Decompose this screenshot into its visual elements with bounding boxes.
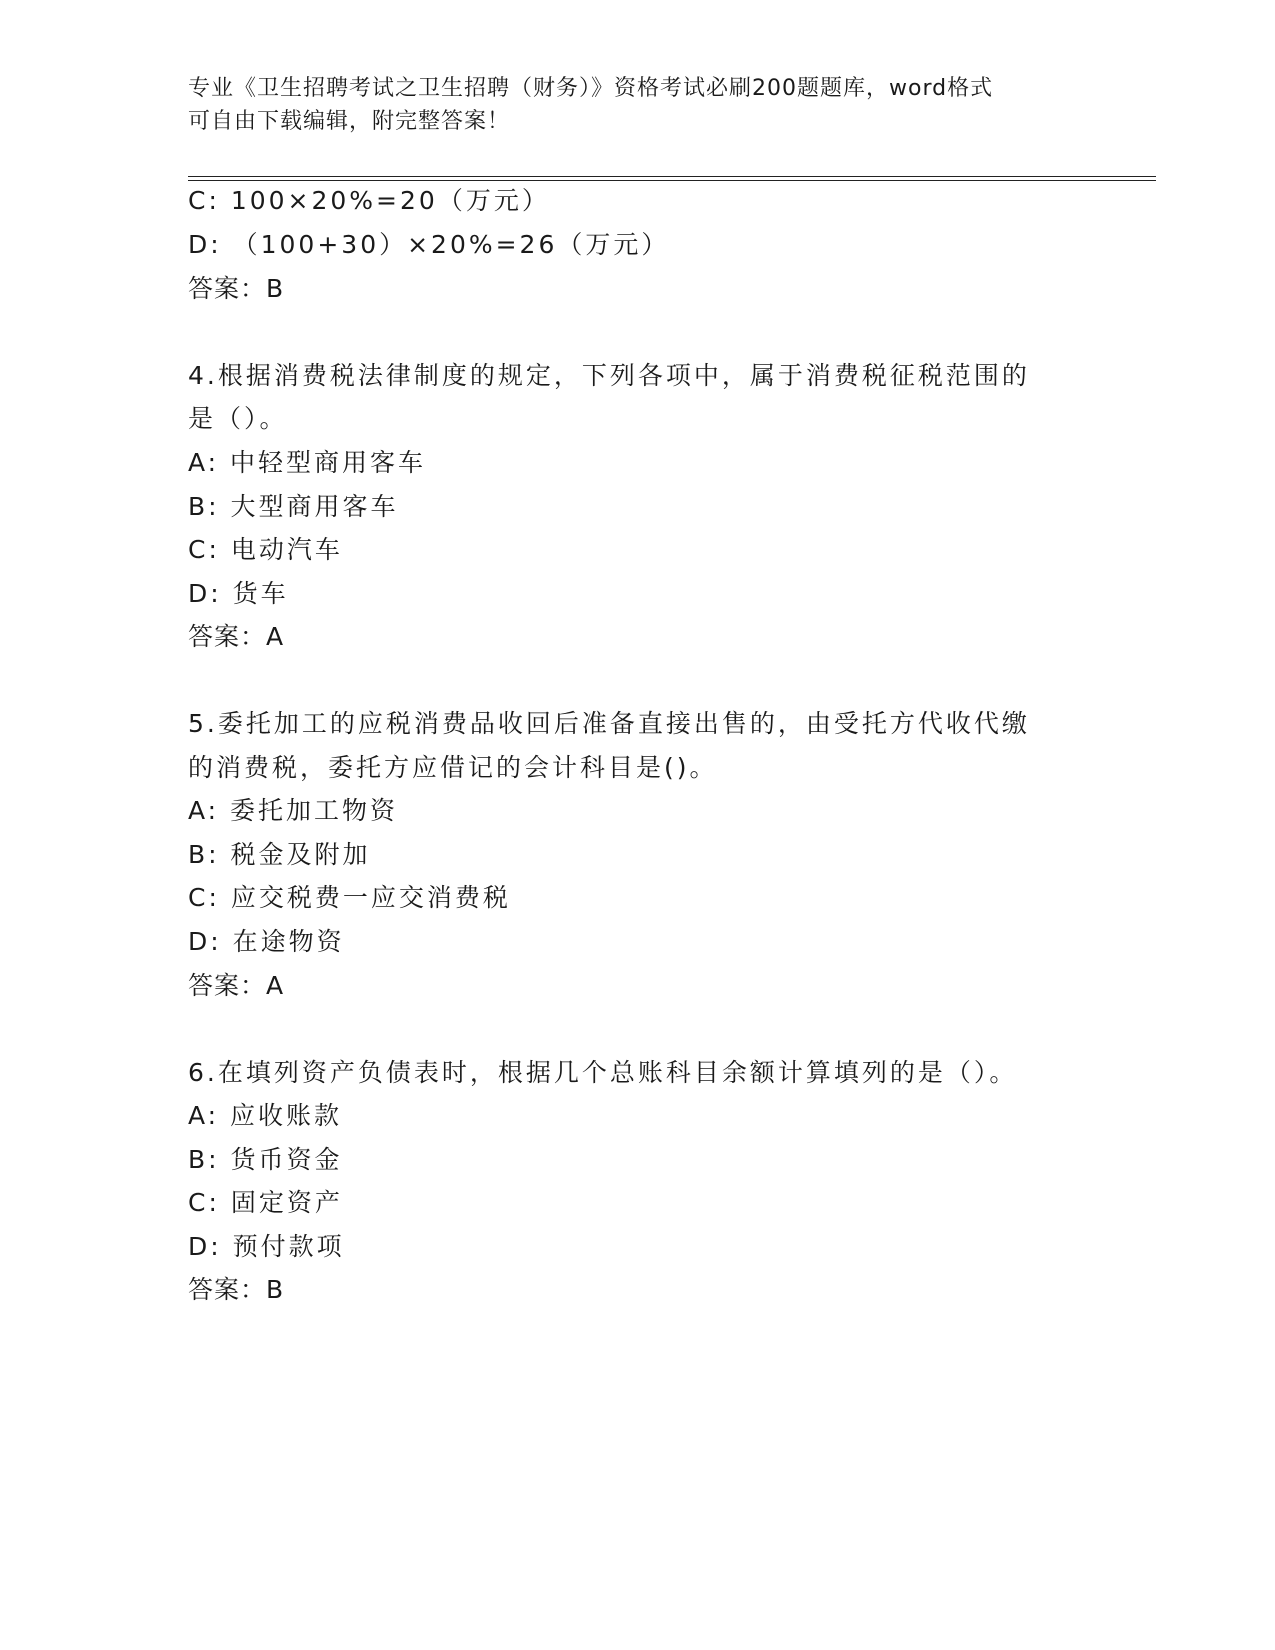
q6-option-b: B: 货币资金	[188, 1145, 343, 1174]
q6-option-a: A: 应收账款	[188, 1101, 343, 1130]
q5-stem-line-2: 的消费税，委托方应借记的会计科目是()。	[188, 753, 718, 782]
header-title-line-2: 可自由下载编辑，附完整答案！	[188, 109, 511, 134]
q4-answer: 答案：A	[188, 622, 285, 651]
q3-answer: 答案：B	[188, 274, 285, 303]
q5-option-c: C: 应交税费一应交消费税	[188, 883, 511, 912]
q6-option-c: C: 固定资产	[188, 1188, 343, 1217]
q3-option-d: D: （100+30）×20%=26（万元）	[188, 230, 670, 259]
q4-option-d: D: 货车	[188, 579, 289, 608]
q4-option-c: C: 电动汽车	[188, 535, 343, 564]
q5-option-a: A: 委托加工物资	[188, 796, 399, 825]
q5-stem-line-1: 5.委托加工的应税消费品收回后准备直接出售的，由受托方代收代缴	[188, 709, 1030, 738]
q6-option-d: D: 预付款项	[188, 1232, 345, 1261]
q4-option-a: A: 中轻型商用客车	[188, 448, 427, 477]
q5-answer: 答案：A	[188, 971, 285, 1000]
header-title-line-1: 专业《卫生招聘考试之卫生招聘（财务）》资格考试必刷200题题库，word格式	[188, 76, 994, 101]
q4-option-b: B: 大型商用客车	[188, 492, 399, 521]
q5-option-d: D: 在途物资	[188, 927, 345, 956]
header-divider	[188, 176, 1156, 181]
q6-answer: 答案：B	[188, 1275, 285, 1304]
q5-option-b: B: 税金及附加	[188, 840, 371, 869]
q4-stem-line-2: 是（）。	[188, 404, 288, 433]
q4-stem-line-1: 4.根据消费税法律制度的规定，下列各项中，属于消费税征税范围的	[188, 361, 1030, 390]
page-header	[188, 72, 1068, 138]
q3-option-c: C: 100×20%=20（万元）	[188, 186, 550, 215]
q6-stem-line-1: 6.在填列资产负债表时，根据几个总账科目余额计算填列的是（）。	[188, 1058, 1018, 1087]
